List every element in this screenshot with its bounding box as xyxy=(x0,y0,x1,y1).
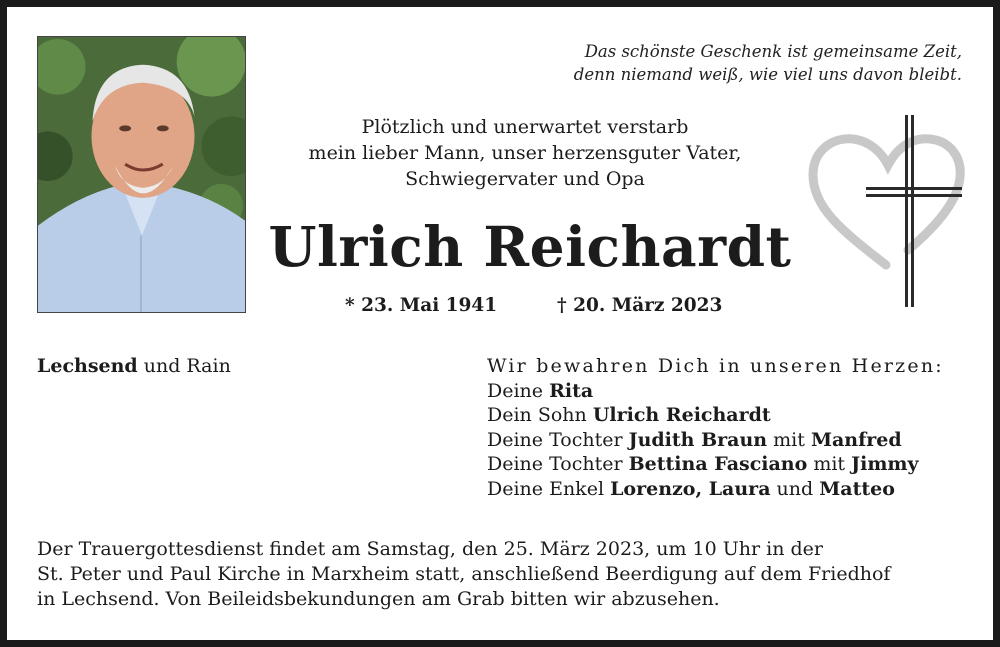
family-text: und xyxy=(770,477,820,500)
family-text: Deine Tochter xyxy=(487,428,629,451)
service-line-2: St. Peter und Paul Kirche in Marxheim statt, anschließend Beerdigung auf dem Friedhof xyxy=(37,563,891,585)
family-text: Deine xyxy=(487,379,550,402)
heart-cross-icon xyxy=(808,115,968,310)
family-name: Matteo xyxy=(819,477,895,500)
intro-line-2: mein lieber Mann, unser herzensguter Vater, xyxy=(308,142,742,164)
family-text: mit xyxy=(807,453,852,476)
place-town: Lechsend xyxy=(37,355,138,377)
intro-text xyxy=(265,114,785,192)
birth-date: * 23. Mai 1941 xyxy=(345,295,498,316)
family-name: Rita xyxy=(549,379,594,402)
quote-line-2: denn niemand weiß, wie viel uns davon bleibt. xyxy=(573,65,962,84)
quote xyxy=(502,40,962,86)
family-text: Dein Sohn xyxy=(487,404,593,427)
family-name: Bettina Fasciano xyxy=(628,453,808,476)
family-text: mit xyxy=(767,428,811,451)
family-member-line xyxy=(487,379,967,404)
death-date: † 20. März 2023 xyxy=(557,295,723,316)
family-name: Manfred xyxy=(810,428,902,451)
family-text: Deine Enkel xyxy=(487,477,611,500)
family-member-line xyxy=(487,452,967,477)
place-rest: und Rain xyxy=(137,355,231,377)
quote-line-1: Das schönste Geschenk ist gemeinsame Zeit, xyxy=(584,42,962,61)
family-heading: Wir bewahren Dich in unseren Herzen: xyxy=(487,355,944,377)
family-member-line xyxy=(487,428,967,453)
family-name: Ulrich Reichardt xyxy=(592,404,771,427)
service-line-1: Der Trauergottesdienst findet am Samstag, den 25. März 2023, um 10 Uhr in der xyxy=(37,538,823,560)
portrait-photo xyxy=(37,36,246,313)
intro-line-3: Schwiegervater und Opa xyxy=(405,168,645,190)
family-name: Lorenzo, Laura xyxy=(610,477,771,500)
service-line-3: in Lechsend. Von Beileidsbekundungen am Grab bitten wir abzusehen. xyxy=(37,588,720,610)
family-name: Judith Braun xyxy=(628,428,768,451)
family-list xyxy=(487,354,967,502)
place-of-residence xyxy=(37,354,231,378)
intro-line-1: Plötzlich und unerwartet verstarb xyxy=(361,116,689,138)
deceased-name: Ulrich Reichardt xyxy=(268,214,792,279)
family-member-line xyxy=(487,477,967,502)
family-member-line xyxy=(487,403,967,428)
funeral-service-info xyxy=(37,537,967,612)
portrait-illustration xyxy=(38,37,245,312)
family-name: Jimmy xyxy=(851,453,919,476)
family-text: Deine Tochter xyxy=(487,453,629,476)
